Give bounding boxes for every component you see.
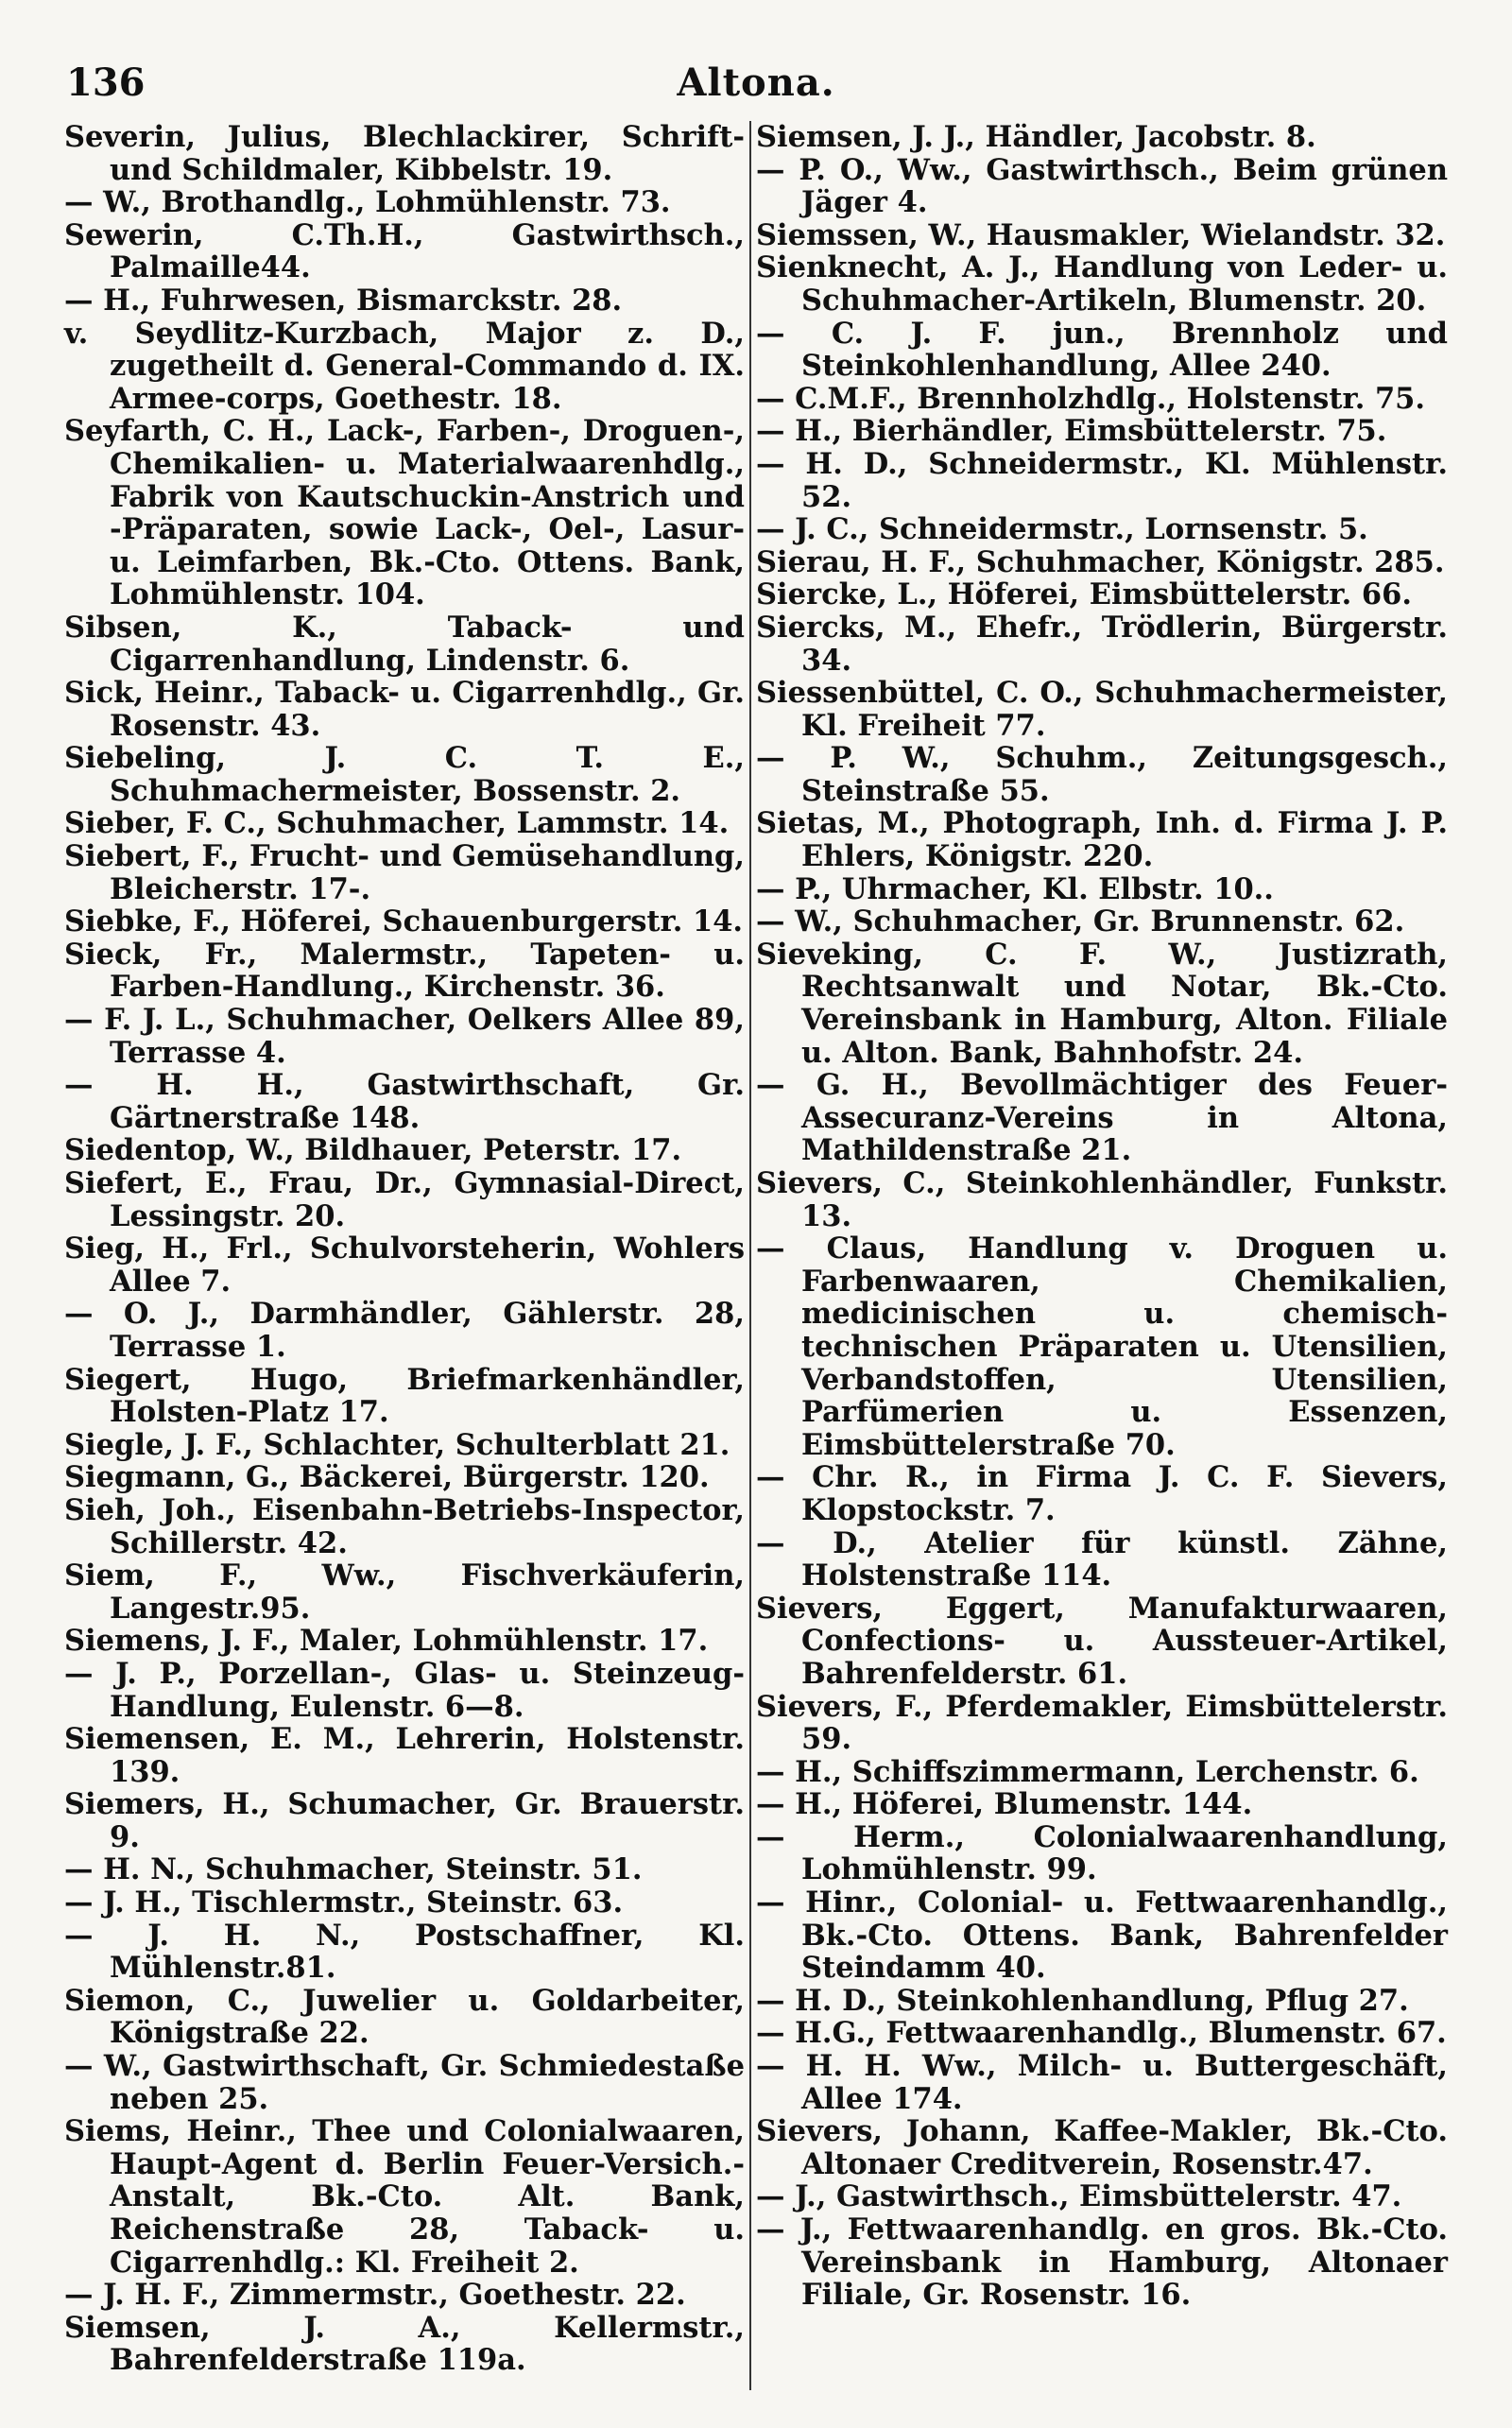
page-number: 136 [66, 60, 146, 105]
directory-entry: — H.G., Fettwaarenhandlg., Blumenstr. 67. [756, 2016, 1447, 2051]
directory-entry: Siessenbüttel, C. O., Schuhmachermeister, Kl. Freiheit 77. [756, 676, 1448, 743]
left-column [64, 121, 745, 2390]
directory-entry: — Herm., Colonialwaarenhandlung, Lohmühlenstr. 99. [756, 1819, 1448, 1887]
directory-entry: Siemensen, E. M., Lehrerin, Holstenstr. 139. [64, 1722, 745, 1789]
directory-entry: Siegert, Hugo, Briefmarkenhändler, Holsten-Platz 17. [64, 1362, 745, 1430]
running-head: Altona. [677, 60, 835, 105]
directory-entry: Sievers, Johann, Kaffee-Makler, Bk.-Cto. Altonaer Creditverein, Rosenstr.47. [756, 2114, 1448, 2181]
directory-entry: — H., Fuhrwesen, Bismarckstr. 28. [64, 283, 623, 318]
directory-entry: Siem, F., Ww., Fischverkäuferin, Langestr.95. [64, 1558, 745, 1626]
directory-entry: — Hinr., Colonial- u. Fettwaarenhandlg., Bk.-Cto. Ottens. Bank, Bahrenfelder Steindamm 40. [756, 1886, 1448, 1986]
directory-entry: — H., Bierhändler, Eimsbüttelerstr. 75. [756, 414, 1387, 449]
directory-entry: — H. H., Gastwirthschaft, Gr. Gärtnerstraße 148. [64, 1068, 745, 1135]
directory-entry: — D., Atelier für künstl. Zähne, Holstenstraße 114. [756, 1525, 1448, 1593]
directory-entry: — F. J. L., Schuhmacher, Oelkers Allee 89, Terrasse 4. [64, 1003, 745, 1070]
directory-entry: Siebke, F., Höferei, Schauenburgerstr. 14. [64, 904, 744, 939]
directory-entry: Sieveking, C. F. W., Justizrath, Rechtsanwalt und Notar, Bk.-Cto. Vereinsbank in Hamburg, Alton. Filiale u. Alton. Bank, Bahnhofstr. 24. [756, 937, 1448, 1070]
directory-entry: — W., Gastwirthschaft, Gr. Schmiedestaße neben 25. [64, 2049, 745, 2116]
directory-entry: — W., Brothandlg., Lohmühlenstr. 73. [64, 185, 671, 220]
directory-entry: — J., Gastwirthsch., Eimsbüttelerstr. 47. [756, 2179, 1402, 2214]
directory-entry: Siemon, C., Juwelier u. Goldarbeiter, Königstraße 22. [64, 1983, 745, 2051]
directory-entry: Siemsen, J. A., Kellermstr., Bahrenfelderstraße 119a. [64, 2310, 745, 2378]
directory-entry: Sietas, M., Photograph, Inh. d. Firma J. P. Ehlers, Königstr. 220. [756, 806, 1448, 874]
directory-entry: — C.M.F., Brennholzhdlg., Holstenstr. 75. [756, 381, 1426, 416]
directory-entry: Siemsen, J. J., Händler, Jacobstr. 8. [756, 120, 1316, 154]
directory-entry: Siefert, E., Frau, Dr., Gymnasial-Direct, Lessingstr. 20. [64, 1166, 745, 1233]
directory-entry: — Chr. R., in Firma J. C. F. Sievers, Klopstockstr. 7. [756, 1460, 1448, 1527]
directory-entry: Sievers, F., Pferdemakler, Eimsbüttelerstr. 59. [756, 1689, 1448, 1757]
directory-entry: — J. P., Porzellan-, Glas- u. Steinzeug-Handlung, Eulenstr. 6—8. [64, 1656, 745, 1724]
directory-entry: v. Seydlitz-Kurzbach, Major z. D., zugetheilt d. General-Commando d. IX. Armee-corps, Goethestr. 18. [64, 316, 745, 416]
directory-entry: Sibsen, K., Taback- und Cigarrenhandlung, Lindenstr. 6. [64, 610, 745, 678]
directory-entry: Siemens, J. F., Maler, Lohmühlenstr. 17. [64, 1624, 709, 1659]
directory-entry: — P. O., Ww., Gastwirthsch., Beim grünen Jäger 4. [756, 152, 1448, 220]
directory-entry: — W., Schuhmacher, Gr. Brunnenstr. 62. [756, 904, 1405, 939]
directory-entry: Siercks, M., Ehefr., Trödlerin, Bürgerstr. 34. [756, 610, 1448, 678]
directory-entry: Siegle, J. F., Schlachter, Schulterblatt 21. [64, 1427, 730, 1462]
directory-entry: — J., Fettwaarenhandlg. en gros. Bk.-Cto. Vereinsbank in Hamburg, Altonaer Filiale, Gr. Rosenstr. 16. [756, 2213, 1448, 2313]
directory-entry: Siercke, L., Höferei, Eimsbüttelerstr. 66. [756, 577, 1412, 612]
directory-entry: Sievers, C., Steinkohlenhändler, Funkstr. 13. [756, 1166, 1448, 1233]
directory-entry: Siebeling, J. C. T. E., Schuhmachermeister, Bossenstr. 2. [64, 741, 745, 808]
directory-entry: — P. W., Schuhm., Zeitungsgesch., Steinstraße 55. [756, 741, 1448, 808]
directory-entry: Siems, Heinr., Thee und Colonialwaaren, Haupt-Agent d. Berlin Feuer-Versich.-Anstalt, Bk.-Cto. Alt. Bank, Reichenstraße 28, Taback- u. Cigarrenhdlg.: Kl. Freiheit 2. [64, 2114, 745, 2280]
directory-entry: — J. C., Schneidermstr., Lornsenstr. 5. [756, 512, 1368, 547]
directory-entry: Siebert, F., Frucht- und Gemüsehandlung, Bleicherstr. 17-. [64, 839, 745, 906]
directory-entry: — H. D., Schneidermstr., Kl. Mühlenstr. 52. [756, 446, 1448, 514]
directory-entry: — C. J. F. jun., Brennholz und Steinkohlenhandlung, Allee 240. [756, 316, 1448, 384]
directory-entry: — H. D., Steinkohlenhandlung, Pflug 27. [756, 1983, 1409, 2018]
directory-entry: — J. H., Tischlermstr., Steinstr. 63. [64, 1886, 624, 1920]
column-divider [749, 121, 751, 2390]
directory-entry: Sieber, F. C., Schuhmacher, Lammstr. 14. [64, 806, 730, 841]
page-header [66, 49, 1446, 115]
directory-entry: Siemers, H., Schumacher, Gr. Brauerstr. 9. [64, 1787, 745, 1854]
directory-entry: Sievers, Eggert, Manufakturwaaren, Confections- u. Aussteuer-Artikel, Bahrenfelderstr. 61. [756, 1591, 1448, 1691]
directory-entry: Siegmann, G., Bäckerei, Bürgerstr. 120. [64, 1460, 710, 1495]
directory-entry: Siemssen, W., Hausmakler, Wielandstr. 32. [756, 217, 1446, 252]
directory-entry: — J. H. F., Zimmermstr., Goethestr. 22. [64, 2278, 686, 2313]
directory-entry: Sierau, H. F., Schuhmacher, Königstr. 285. [756, 544, 1445, 579]
directory-entry: Severin, Julius, Blechlackirer, Schrift- und Schildmaler, Kibbelstr. 19. [64, 120, 745, 187]
directory-entry: Sieg, H., Frl., Schulvorsteherin, Wohlers Allee 7. [64, 1231, 745, 1299]
directory-entry: Sieh, Joh., Eisenbahn-Betriebs-Inspector, Schillerstr. 42. [64, 1492, 745, 1560]
directory-entry: — H. N., Schuhmacher, Steinstr. 51. [64, 1852, 643, 1887]
directory-entry: — H., Schiffszimmermann, Lerchenstr. 6. [756, 1754, 1419, 1789]
directory-entry: Sieck, Fr., Malermstr., Tapeten- u. Farben-Handlung., Kirchenstr. 36. [64, 937, 745, 1005]
directory-entry: Seyfarth, C. H., Lack-, Farben-, Droguen-, Chemikalien- u. Materialwaarenhdlg., Fabrik von Kautschuckin-Anstrich und -Präparaten, sowie Lack-, Oel-, Lasur- u. Leimfarben, Bk.-Cto. Ottens. Bank, Lohmühlenstr. 104. [64, 414, 745, 612]
directory-entry: — G. H., Bevollmächtiger des Feuer-Assecuranz-Vereins in Altona, Mathildenstraße 21. [756, 1068, 1448, 1168]
directory-entry: Sienknecht, A. J., Handlung von Leder- u. Schuhmacher-Artikeln, Blumenstr. 20. [756, 250, 1448, 318]
directory-entry: — O. J., Darmhändler, Gählerstr. 28, Terrasse 1. [64, 1297, 745, 1364]
directory-entry: — P., Uhrmacher, Kl. Elbstr. 10.. [756, 871, 1274, 906]
directory-entry: Sewerin, C.Th.H., Gastwirthsch., Palmaille44. [64, 217, 745, 285]
directory-entry: — H., Höferei, Blumenstr. 144. [756, 1787, 1253, 1822]
directory-entry: — J. H. N., Postschaffner, Kl. Mühlenstr.81. [64, 1918, 745, 1986]
directory-entry: Sick, Heinr., Taback- u. Cigarrenhdlg., Gr. Rosenstr. 43. [64, 676, 745, 743]
right-column [756, 121, 1448, 2390]
directory-entry: — H. H. Ww., Milch- u. Buttergeschäft, Allee 174. [756, 2049, 1448, 2116]
directory-entry: — Claus, Handlung v. Droguen u. Farbenwaaren, Chemikalien, medicinischen u. chemisch-technischen Präparaten u. Utensilien, Verbandstoffen, Utensilien, Parfümerien u. Essenzen, Eimsbüttelerstraße 70. [756, 1231, 1448, 1462]
directory-entry: Siedentop, W., Bildhauer, Peterstr. 17. [64, 1133, 682, 1168]
